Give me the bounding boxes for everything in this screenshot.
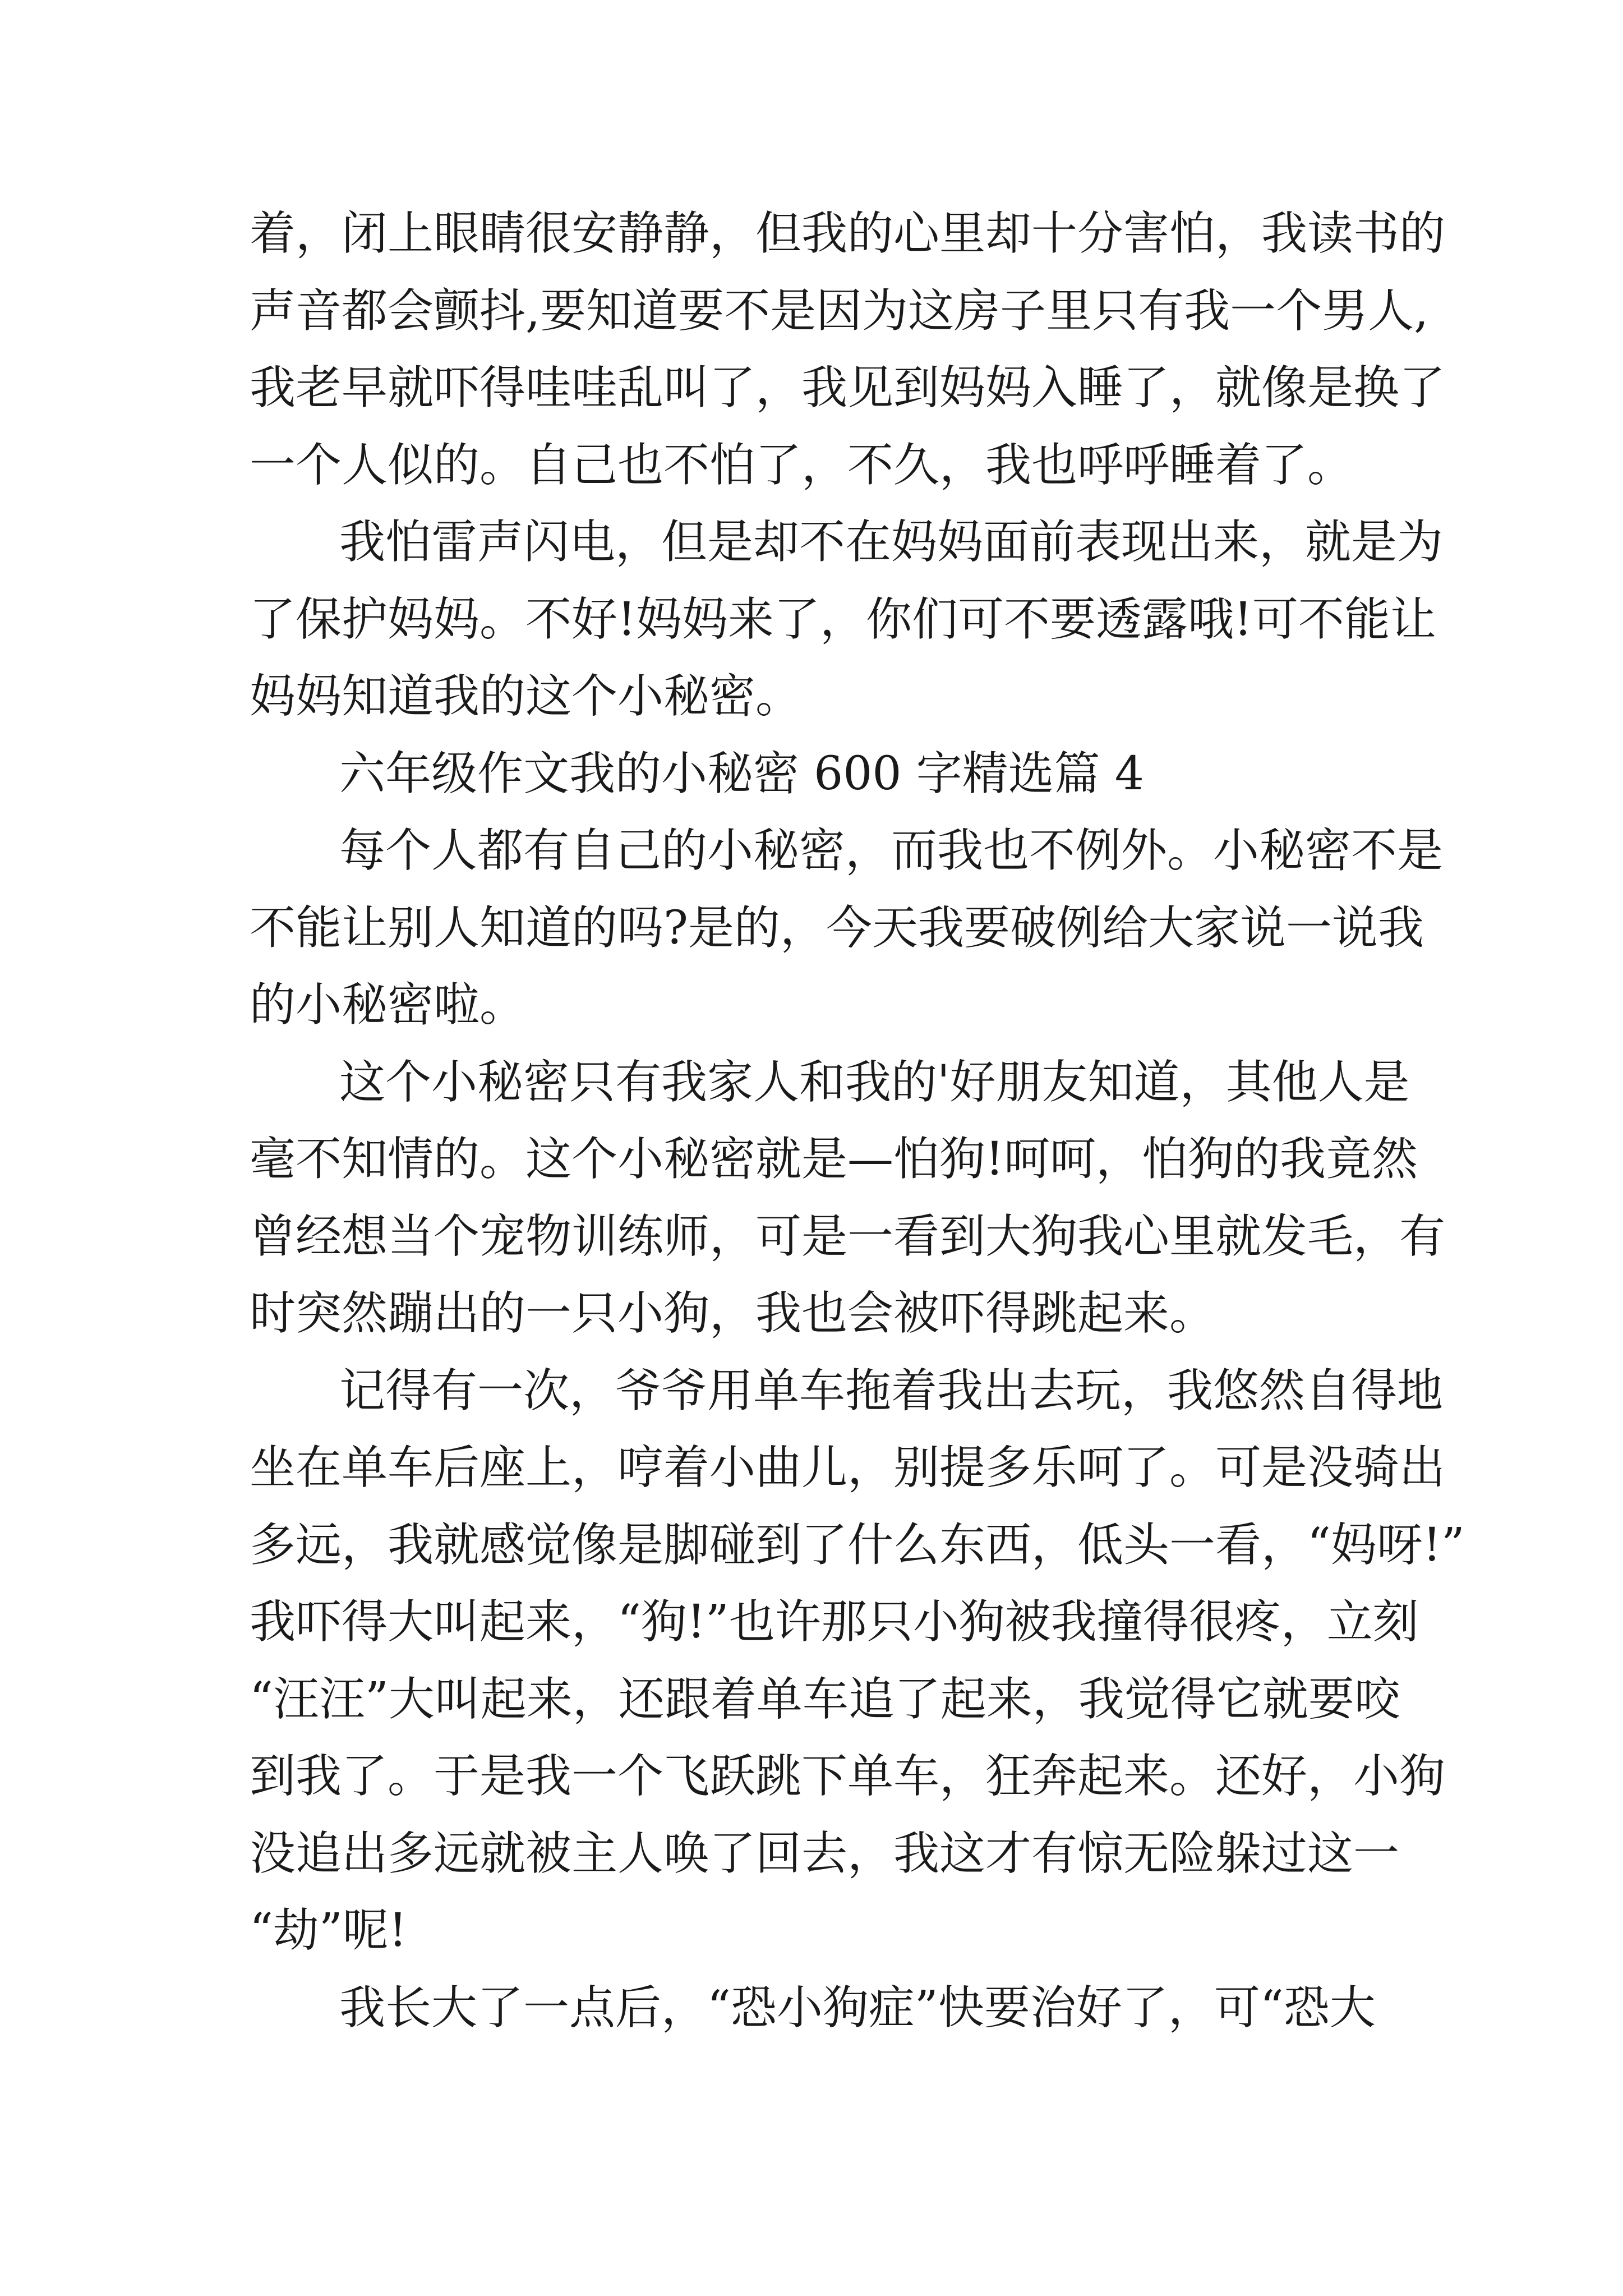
text-line: 曾经想当个宠物训练师，可是一看到大狗我心里就发毛，有 [250, 1209, 1446, 1263]
heading-text: 六年级作文我的小秘密 600 字精选篇 4 [339, 747, 1144, 800]
text-line: 我长大了一点后，“恐小狗症”快要治好了，可“恐大 [339, 1981, 1376, 2035]
section-heading [250, 735, 1427, 813]
text-line: “汪汪”大叫起来，还跟着单车追了起来，我觉得它就要咬 [250, 1672, 1400, 1726]
text-line: 了保护妈妈。不好!妈妈来了，你们可不要透露哦!可不能让 [250, 592, 1436, 646]
document-body [250, 195, 1465, 2046]
text-line: 不能让别人知道的吗?是的，今天我要破例给大家说一说我 [250, 901, 1424, 955]
text-line: 这个小秘密只有我家人和我的'好朋友知道，其他人是 [339, 1055, 1410, 1109]
paragraph [250, 1970, 1427, 2047]
paragraph [250, 1352, 1465, 1970]
paragraph [250, 504, 1444, 735]
paragraph [250, 195, 1446, 504]
text-line: 一个人似的。自己也不怕了，不久，我也呼呼睡着了。 [250, 438, 1354, 492]
text-line: 到我了。于是我一个飞跃跳下单车，狂奔起来。还好，小狗 [250, 1750, 1446, 1803]
text-line: 我老早就吓得哇哇乱叫了，我见到妈妈入睡了，就像是换了 [250, 361, 1446, 415]
text-line: 声音都会颤抖,要知道要不是因为这房子里只有我一个男人, [250, 284, 1429, 338]
text-line: 时突然蹦出的一只小狗，我也会被吓得跳起来。 [250, 1287, 1216, 1340]
text-line: 坐在单车后座上，哼着小曲儿，别提多乐呵了。可是没骑出 [250, 1441, 1446, 1494]
text-line: 我吓得大叫起来，“狗!”也许那只小狗被我撞得很疼，立刻 [250, 1595, 1419, 1649]
text-line: 妈妈知道我的这个小秘密。 [250, 670, 802, 723]
text-line: 的小秘密啦。 [250, 978, 526, 1032]
paragraph [250, 812, 1444, 1044]
text-line: 我怕雷声闪电，但是却不在妈妈面前表现出来，就是为 [339, 516, 1444, 569]
text-line: 着，闭上眼睛很安静静，但我的心里却十分害怕，我读书的 [250, 207, 1446, 260]
text-line: 记得有一次，爷爷用单车拖着我出去玩，我悠然自得地 [339, 1364, 1444, 1418]
paragraph [250, 1044, 1446, 1352]
text-line: 没追出多远就被主人唤了回去，我这才有惊无险躲过这一 [250, 1826, 1400, 1880]
text-line: 多远，我就感觉像是脚碰到了什么东西，低头一看，“妈呀!” [250, 1518, 1465, 1572]
text-line: 每个人都有自己的小秘密，而我也不例外。小秘密不是 [339, 824, 1444, 877]
text-line: 毫不知情的。这个小秘密就是—怕狗!呵呵，怕狗的我竟然 [250, 1133, 1418, 1186]
text-line: “劫”呢! [250, 1904, 407, 1957]
